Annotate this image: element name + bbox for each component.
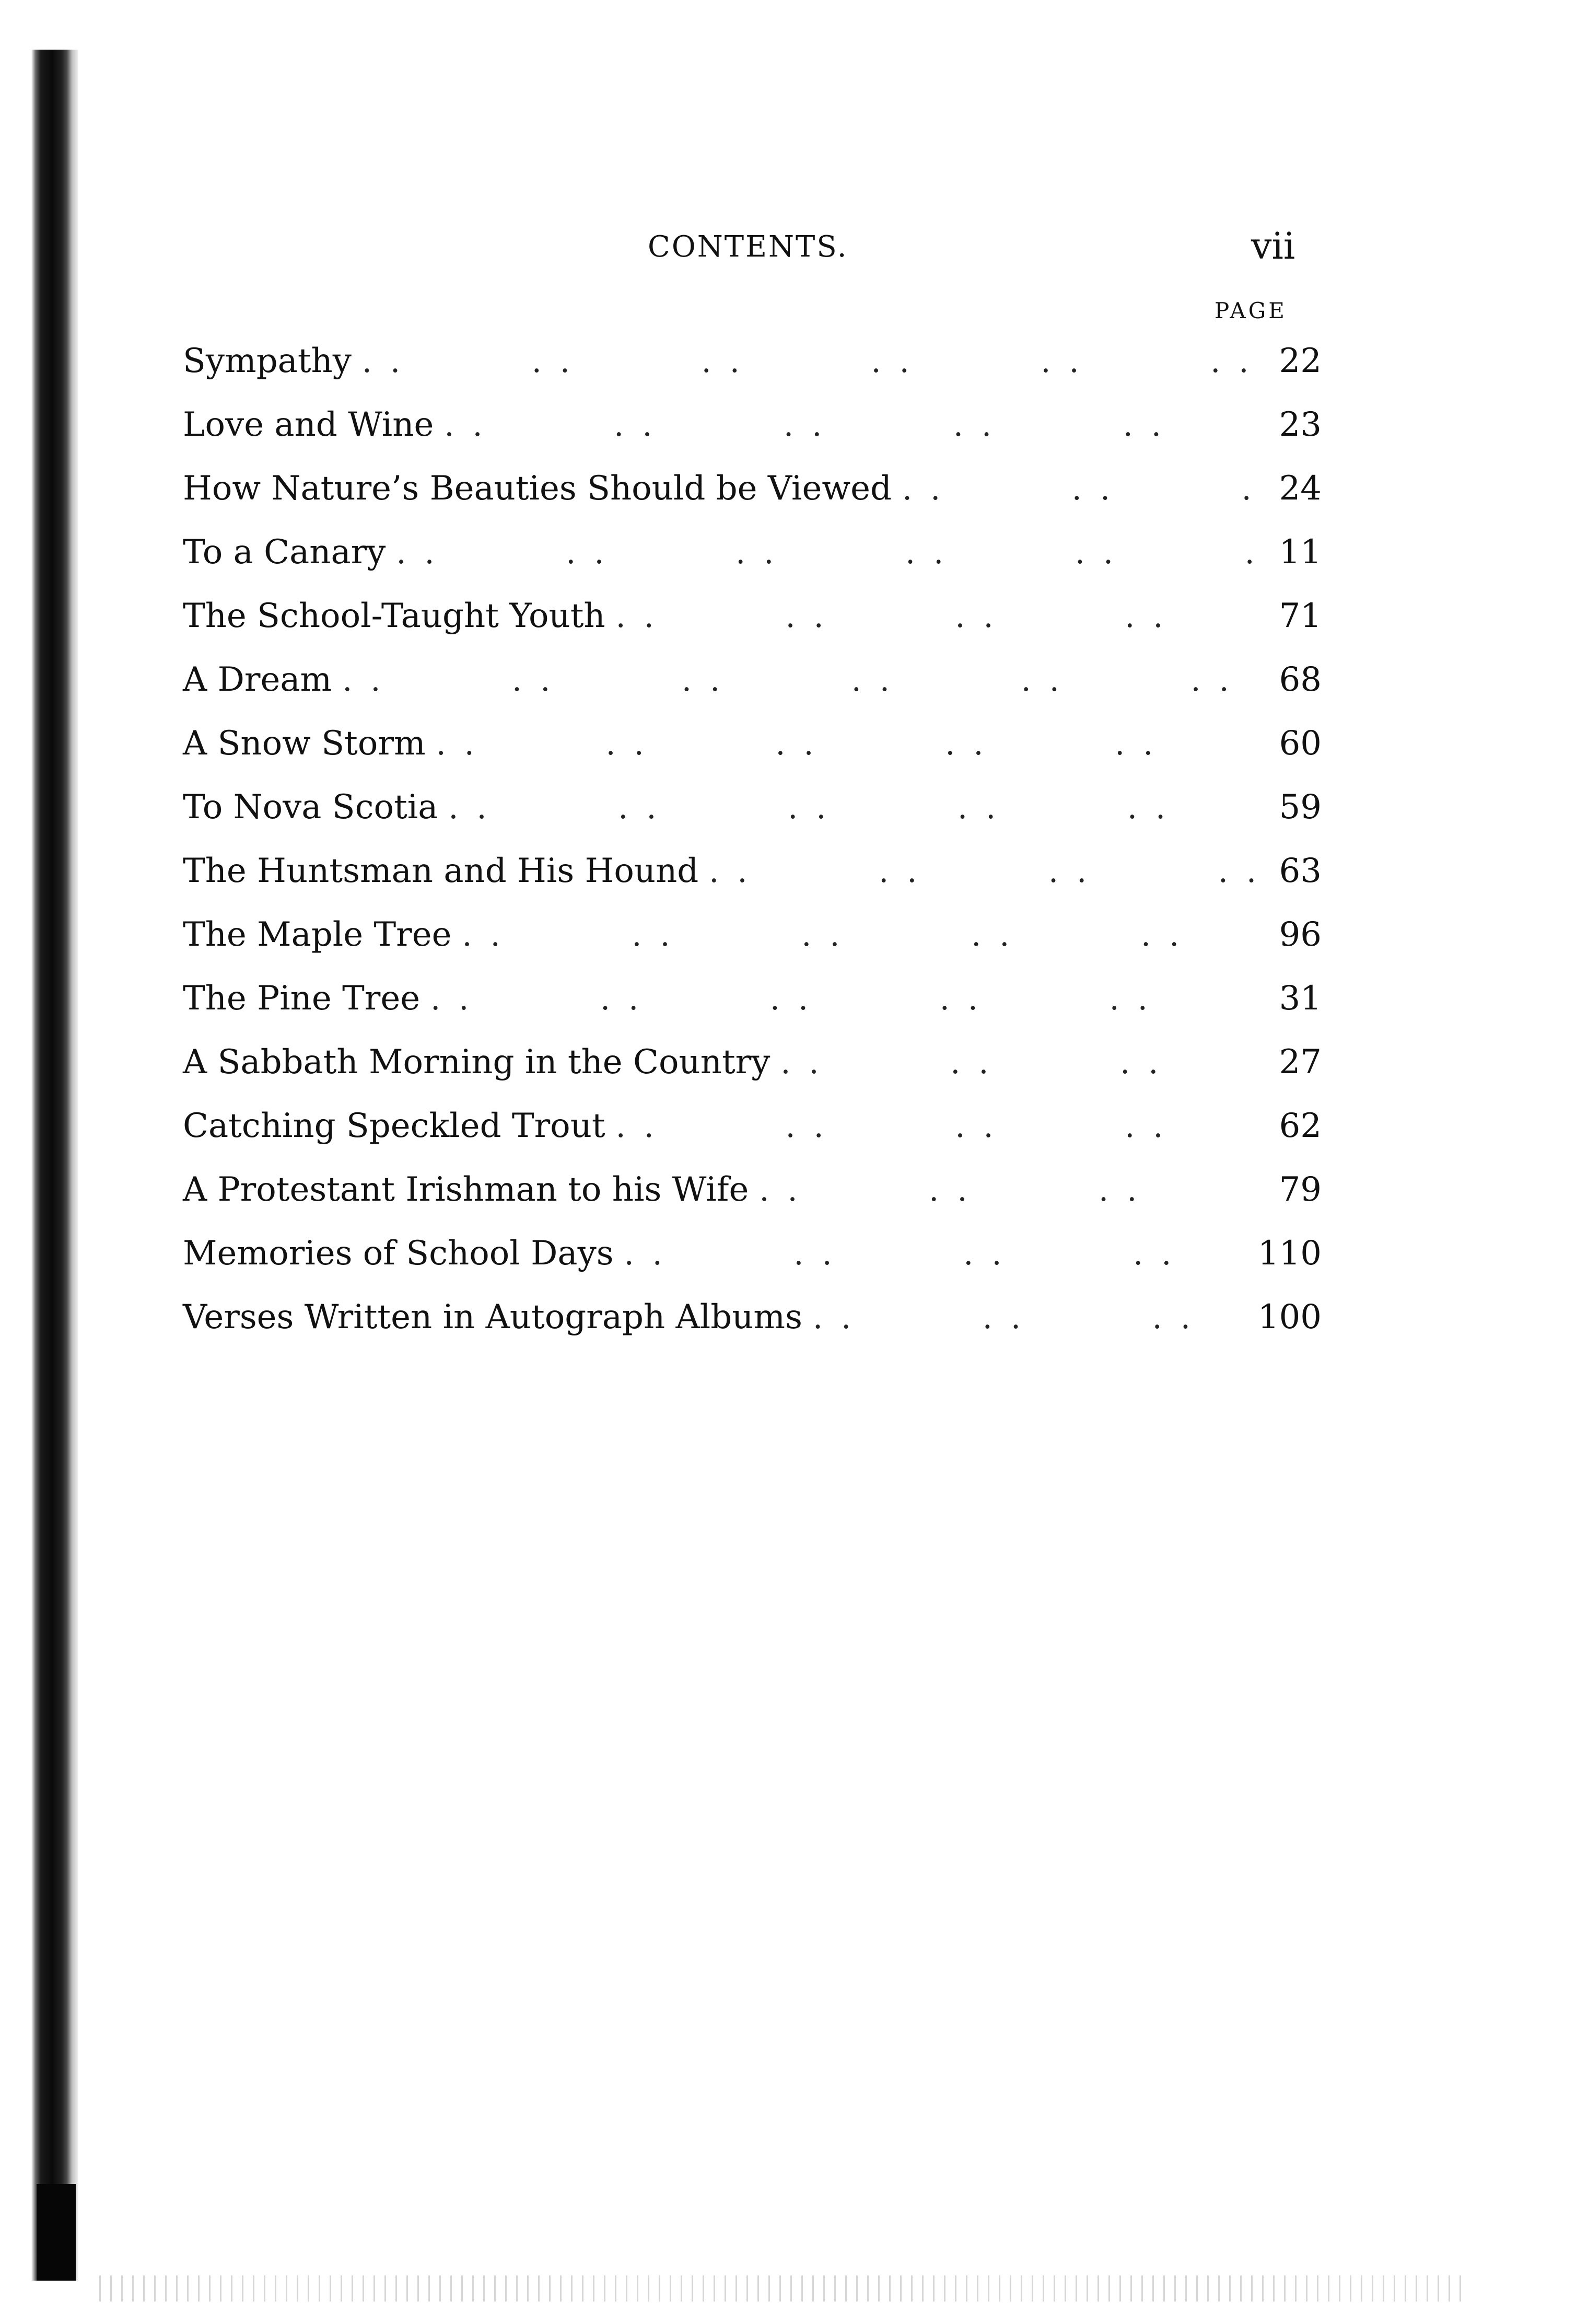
toc-entry-title: The Huntsman and His Hound <box>183 852 699 890</box>
toc-dot-leader <box>749 1158 1259 1222</box>
toc-entry-title: The Pine Tree <box>183 979 421 1018</box>
toc-dot-leader <box>698 840 1259 903</box>
toc-entry-title: A Protestant Irishman to his Wife <box>183 1170 749 1209</box>
book-spine-shadow-base <box>37 2184 76 2281</box>
toc-entry <box>183 775 1322 839</box>
toc-entry-page: 63 <box>1279 852 1322 890</box>
toc-entry <box>183 1285 1322 1349</box>
toc-entry-page: 71 <box>1279 597 1322 635</box>
toc-entry-title: Love and Wine <box>183 405 434 444</box>
toc-entry-title: A Sabbath Morning in the Country <box>183 1043 770 1082</box>
toc-entry-page: 59 <box>1279 788 1322 827</box>
toc-dot-leader <box>605 1095 1259 1158</box>
toc-entry <box>183 1094 1322 1158</box>
toc-entry <box>183 457 1322 520</box>
toc-dot-leader <box>452 903 1259 967</box>
toc-dot-leader <box>605 585 1259 648</box>
toc-dot-leader <box>352 330 1259 393</box>
toc-entry <box>183 393 1322 457</box>
page-number: vii <box>1251 225 1295 268</box>
toc-entry-page: 110 <box>1257 1234 1322 1273</box>
toc-entry <box>183 903 1322 967</box>
toc-entry-page: 23 <box>1279 405 1322 444</box>
toc-entry <box>183 329 1322 393</box>
toc-dot-leader <box>802 1286 1258 1350</box>
toc-entry-page: 24 <box>1279 469 1322 508</box>
toc-entry <box>183 1030 1322 1094</box>
bottom-edge-smudge <box>99 2275 1468 2302</box>
toc-entry-page: 96 <box>1279 915 1322 954</box>
toc-entry <box>183 584 1322 648</box>
toc-dot-leader <box>434 393 1259 457</box>
toc-entry <box>183 520 1322 584</box>
toc-entry-title: The School-Taught Youth <box>183 597 605 635</box>
toc-entry-title: To a Canary <box>183 533 386 572</box>
page-column-label: PAGE <box>1215 298 1287 323</box>
toc-entry <box>183 839 1322 903</box>
toc-entry-page: 22 <box>1279 342 1322 380</box>
toc-dot-leader <box>892 457 1259 521</box>
toc-entry <box>183 1158 1322 1222</box>
toc-entry-title: A Dream <box>183 660 332 699</box>
toc-entry-page: 68 <box>1279 660 1322 699</box>
table-of-contents <box>183 329 1322 1349</box>
toc-entry-title: Catching Speckled Trout <box>183 1107 605 1145</box>
page-title: CONTENTS. <box>648 230 848 264</box>
toc-entry <box>183 967 1322 1030</box>
toc-entry-title: To Nova Scotia <box>183 788 438 827</box>
toc-dot-leader <box>426 712 1259 776</box>
toc-entry-title: A Snow Storm <box>183 724 426 763</box>
toc-entry-title: Memories of School Days <box>183 1234 614 1273</box>
toc-entry-page: 79 <box>1279 1170 1322 1209</box>
toc-entry-title: Verses Written in Autograph Albums <box>183 1298 802 1337</box>
toc-entry-page: 100 <box>1257 1298 1322 1337</box>
toc-entry-title: Sympathy <box>183 342 352 380</box>
toc-entry-page: 31 <box>1279 979 1322 1018</box>
toc-entry-page: 60 <box>1279 724 1322 763</box>
toc-dot-leader <box>770 1031 1259 1095</box>
toc-dot-leader <box>438 776 1259 840</box>
toc-entry-page: 62 <box>1279 1107 1322 1145</box>
toc-entry <box>183 648 1322 712</box>
book-spine-shadow <box>0 50 78 2281</box>
toc-entry-title: How Nature’s Beauties Should be Viewed <box>183 469 892 508</box>
toc-dot-leader <box>386 521 1259 585</box>
toc-dot-leader <box>614 1222 1258 1286</box>
toc-entry-title: The Maple Tree <box>183 915 452 954</box>
toc-entry-page: 27 <box>1279 1043 1322 1082</box>
toc-dot-leader <box>420 967 1259 1031</box>
toc-entry <box>183 712 1322 775</box>
toc-entry <box>183 1222 1322 1285</box>
toc-dot-leader <box>332 648 1259 712</box>
toc-entry-page: 11 <box>1279 533 1322 572</box>
